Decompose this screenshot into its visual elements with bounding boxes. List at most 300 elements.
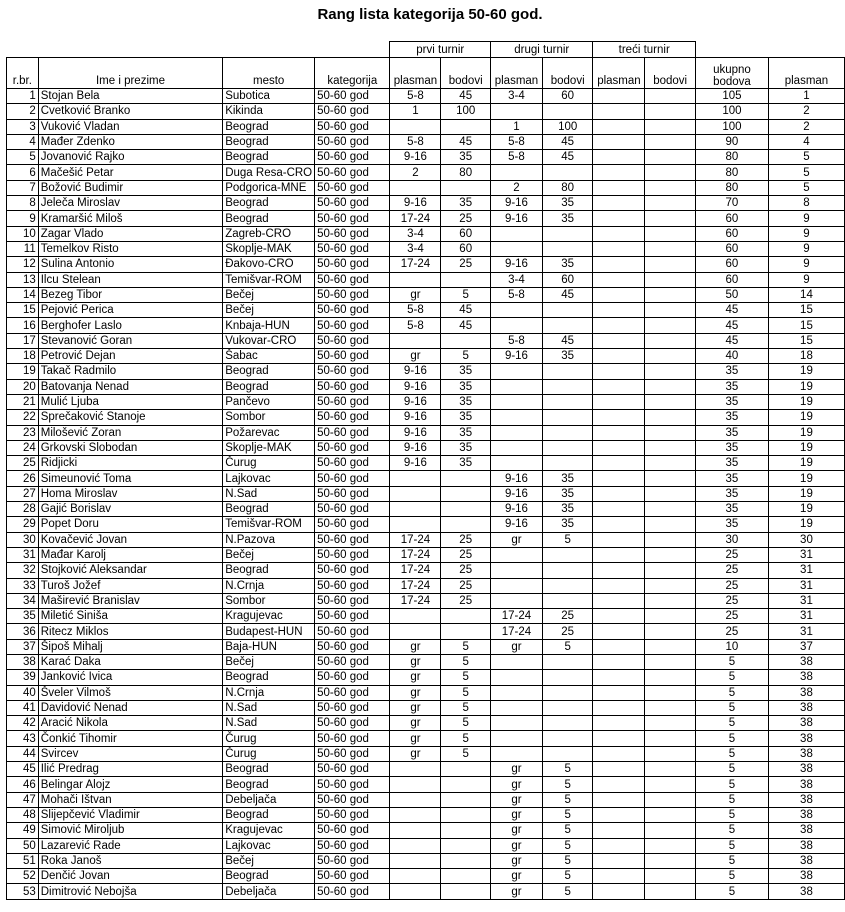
cell-city: N.Sad <box>223 486 315 501</box>
cell-name: Kramaršić Miloš <box>38 211 222 226</box>
cell-rbr: 3 <box>7 119 39 134</box>
cell-bodovi-3 <box>645 425 696 440</box>
table-row <box>7 700 845 715</box>
cell-bodovi-2 <box>542 731 593 746</box>
cell-plasman-3 <box>593 364 645 379</box>
cell-city: Zagreb-CRO <box>223 226 315 241</box>
cell-bodovi-2 <box>542 226 593 241</box>
cell-name: Janković Ivica <box>38 670 222 685</box>
cell-rbr: 14 <box>7 287 39 302</box>
cell-city: Skoplje-MAK <box>223 440 315 455</box>
table-row <box>7 731 845 746</box>
group-header-first: prvi turnir <box>390 42 491 58</box>
cell-final-rank: 38 <box>768 869 844 884</box>
cell-bodovi-1 <box>441 486 491 501</box>
table-row <box>7 394 845 409</box>
table-row <box>7 486 845 501</box>
table-row <box>7 226 845 241</box>
cell-rbr: 42 <box>7 716 39 731</box>
cell-bodovi-1: 5 <box>441 731 491 746</box>
cell-category: 50-60 god <box>315 364 390 379</box>
cell-plasman-1: gr <box>390 670 441 685</box>
cell-name: Ilcu Stelean <box>38 272 222 287</box>
cell-category: 50-60 god <box>315 716 390 731</box>
cell-bodovi-3 <box>645 349 696 364</box>
cell-name: Grkovski Slobodan <box>38 440 222 455</box>
cell-rbr: 4 <box>7 134 39 149</box>
cell-city: Pančevo <box>223 394 315 409</box>
table-row <box>7 303 845 318</box>
cell-category: 50-60 god <box>315 486 390 501</box>
cell-city: N.Sad <box>223 700 315 715</box>
table-row <box>7 333 845 348</box>
cell-name: Belingar Alojz <box>38 777 222 792</box>
cell-bodovi-2: 35 <box>542 257 593 272</box>
cell-plasman-1: 17-24 <box>390 578 441 593</box>
cell-final-rank: 2 <box>768 104 844 119</box>
table-row <box>7 547 845 562</box>
header-plasman-2: plasman <box>491 58 543 89</box>
cell-bodovi-2 <box>542 716 593 731</box>
cell-bodovi-3 <box>645 609 696 624</box>
cell-name: Kovačević Jovan <box>38 532 222 547</box>
cell-category: 50-60 god <box>315 303 390 318</box>
cell-bodovi-2: 5 <box>542 532 593 547</box>
cell-total: 5 <box>695 700 768 715</box>
cell-bodovi-3 <box>645 731 696 746</box>
cell-bodovi-1 <box>441 869 491 884</box>
cell-bodovi-2 <box>542 410 593 425</box>
cell-bodovi-2: 45 <box>542 287 593 302</box>
cell-bodovi-1 <box>441 838 491 853</box>
cell-category: 50-60 god <box>315 746 390 761</box>
cell-final-rank: 38 <box>768 746 844 761</box>
cell-name: Mađer Zdenko <box>38 134 222 149</box>
cell-plasman-1: 5-8 <box>390 318 441 333</box>
cell-final-rank: 5 <box>768 150 844 165</box>
cell-total: 35 <box>695 440 768 455</box>
cell-bodovi-1: 45 <box>441 318 491 333</box>
cell-plasman-2: gr <box>491 639 543 654</box>
cell-city: Skoplje-MAK <box>223 241 315 256</box>
cell-bodovi-1: 5 <box>441 685 491 700</box>
group-header-third: treći turnir <box>593 42 695 58</box>
cell-plasman-2: 9-16 <box>491 211 543 226</box>
cell-bodovi-3 <box>645 364 696 379</box>
cell-plasman-2: 9-16 <box>491 502 543 517</box>
cell-bodovi-3 <box>645 303 696 318</box>
cell-bodovi-1 <box>441 823 491 838</box>
cell-final-rank: 9 <box>768 211 844 226</box>
cell-bodovi-2: 45 <box>542 333 593 348</box>
cell-bodovi-2: 5 <box>542 777 593 792</box>
cell-category: 50-60 god <box>315 410 390 425</box>
cell-rbr: 5 <box>7 150 39 165</box>
table-row <box>7 838 845 853</box>
cell-plasman-1: 17-24 <box>390 257 441 272</box>
cell-final-rank: 30 <box>768 532 844 547</box>
cell-plasman-1: 2 <box>390 165 441 180</box>
cell-plasman-3 <box>593 241 645 256</box>
cell-category: 50-60 god <box>315 517 390 532</box>
table-row <box>7 578 845 593</box>
cell-category: 50-60 god <box>315 349 390 364</box>
cell-plasman-2 <box>491 226 543 241</box>
cell-plasman-2: 9-16 <box>491 486 543 501</box>
cell-plasman-2 <box>491 241 543 256</box>
cell-city: Kragujevac <box>223 823 315 838</box>
cell-bodovi-1: 45 <box>441 303 491 318</box>
cell-bodovi-2: 35 <box>542 502 593 517</box>
cell-total: 60 <box>695 226 768 241</box>
cell-city: Temišvar-ROM <box>223 272 315 287</box>
cell-plasman-3 <box>593 746 645 761</box>
table-row <box>7 517 845 532</box>
cell-final-rank: 19 <box>768 425 844 440</box>
cell-rbr: 9 <box>7 211 39 226</box>
cell-final-rank: 19 <box>768 364 844 379</box>
table-row <box>7 823 845 838</box>
cell-bodovi-2: 5 <box>542 762 593 777</box>
cell-rbr: 27 <box>7 486 39 501</box>
cell-final-rank: 38 <box>768 670 844 685</box>
cell-rbr: 35 <box>7 609 39 624</box>
cell-rbr: 12 <box>7 257 39 272</box>
cell-rbr: 26 <box>7 471 39 486</box>
cell-category: 50-60 god <box>315 670 390 685</box>
cell-rbr: 25 <box>7 456 39 471</box>
cell-plasman-2: gr <box>491 869 543 884</box>
cell-plasman-3 <box>593 853 645 868</box>
table-row <box>7 869 845 884</box>
cell-rbr: 34 <box>7 593 39 608</box>
cell-total: 35 <box>695 456 768 471</box>
cell-plasman-1 <box>390 333 441 348</box>
cell-city: Beograd <box>223 502 315 517</box>
cell-rbr: 20 <box>7 379 39 394</box>
cell-plasman-1: 17-24 <box>390 593 441 608</box>
cell-bodovi-3 <box>645 807 696 822</box>
cell-category: 50-60 god <box>315 119 390 134</box>
cell-plasman-1 <box>390 486 441 501</box>
table-row <box>7 364 845 379</box>
cell-category: 50-60 god <box>315 762 390 777</box>
page-title: Rang lista kategorija 50-60 god. <box>317 6 543 23</box>
cell-plasman-2 <box>491 425 543 440</box>
cell-bodovi-3 <box>645 517 696 532</box>
cell-rbr: 49 <box>7 823 39 838</box>
cell-final-rank: 31 <box>768 609 844 624</box>
cell-rbr: 36 <box>7 624 39 639</box>
cell-total: 35 <box>695 517 768 532</box>
cell-bodovi-1 <box>441 884 491 899</box>
cell-name: Stojković Aleksandar <box>38 563 222 578</box>
cell-plasman-1: 9-16 <box>390 456 441 471</box>
cell-final-rank: 9 <box>768 272 844 287</box>
cell-total: 45 <box>695 303 768 318</box>
cell-category: 50-60 god <box>315 532 390 547</box>
cell-bodovi-3 <box>645 104 696 119</box>
table-row <box>7 410 845 425</box>
cell-plasman-2 <box>491 410 543 425</box>
cell-rbr: 52 <box>7 869 39 884</box>
cell-bodovi-1 <box>441 180 491 195</box>
cell-city: Beograd <box>223 762 315 777</box>
cell-final-rank: 37 <box>768 639 844 654</box>
cell-plasman-3 <box>593 609 645 624</box>
cell-rbr: 48 <box>7 807 39 822</box>
cell-plasman-1: 9-16 <box>390 440 441 455</box>
cell-plasman-3 <box>593 456 645 471</box>
cell-final-rank: 19 <box>768 471 844 486</box>
cell-plasman-3 <box>593 823 645 838</box>
cell-rbr: 31 <box>7 547 39 562</box>
cell-name: Maširević Branislav <box>38 593 222 608</box>
table-row <box>7 89 845 104</box>
cell-total: 25 <box>695 563 768 578</box>
cell-category: 50-60 god <box>315 287 390 302</box>
cell-total: 5 <box>695 731 768 746</box>
cell-category: 50-60 god <box>315 654 390 669</box>
cell-name: Dimitrović Nebojša <box>38 884 222 899</box>
cell-plasman-3 <box>593 869 645 884</box>
cell-name: Mađar Karolj <box>38 547 222 562</box>
cell-total: 35 <box>695 379 768 394</box>
cell-plasman-2: gr <box>491 792 543 807</box>
cell-city: Bečej <box>223 547 315 562</box>
cell-name: Popet Doru <box>38 517 222 532</box>
cell-category: 50-60 god <box>315 394 390 409</box>
cell-bodovi-3 <box>645 180 696 195</box>
cell-category: 50-60 god <box>315 578 390 593</box>
cell-plasman-1: 9-16 <box>390 410 441 425</box>
cell-total: 90 <box>695 134 768 149</box>
cell-name: Božović Budimir <box>38 180 222 195</box>
header-plasman-3: plasman <box>593 58 645 89</box>
cell-final-rank: 38 <box>768 838 844 853</box>
cell-bodovi-1: 35 <box>441 440 491 455</box>
cell-city: Beograd <box>223 563 315 578</box>
cell-total: 105 <box>695 89 768 104</box>
cell-final-rank: 38 <box>768 700 844 715</box>
cell-bodovi-1: 35 <box>441 394 491 409</box>
cell-bodovi-3 <box>645 884 696 899</box>
cell-final-rank: 2 <box>768 119 844 134</box>
cell-category: 50-60 god <box>315 777 390 792</box>
cell-final-rank: 38 <box>768 777 844 792</box>
cell-name: Aracić Nikola <box>38 716 222 731</box>
cell-total: 30 <box>695 532 768 547</box>
blank-cell <box>7 42 390 58</box>
cell-city: N.Crnja <box>223 578 315 593</box>
header-total-line2: bodova <box>713 76 751 88</box>
cell-rbr: 10 <box>7 226 39 241</box>
cell-name: Stojan Bela <box>38 89 222 104</box>
cell-city: Vukovar-CRO <box>223 333 315 348</box>
cell-name: Simeunović Toma <box>38 471 222 486</box>
cell-bodovi-2 <box>542 685 593 700</box>
cell-bodovi-3 <box>645 746 696 761</box>
cell-plasman-1: 9-16 <box>390 379 441 394</box>
cell-final-rank: 19 <box>768 440 844 455</box>
cell-bodovi-1: 25 <box>441 257 491 272</box>
table-row <box>7 349 845 364</box>
table-row <box>7 104 845 119</box>
cell-plasman-3 <box>593 578 645 593</box>
cell-bodovi-2: 5 <box>542 807 593 822</box>
cell-name: Bezeg Tibor <box>38 287 222 302</box>
cell-category: 50-60 god <box>315 257 390 272</box>
cell-bodovi-3 <box>645 563 696 578</box>
cell-name: Mohači Ištvan <box>38 792 222 807</box>
cell-bodovi-1 <box>441 777 491 792</box>
cell-plasman-1: gr <box>390 654 441 669</box>
cell-bodovi-3 <box>645 869 696 884</box>
cell-city: Lajkovac <box>223 838 315 853</box>
cell-bodovi-1 <box>441 502 491 517</box>
cell-bodovi-1 <box>441 807 491 822</box>
cell-bodovi-1: 35 <box>441 150 491 165</box>
cell-plasman-1: 3-4 <box>390 226 441 241</box>
cell-bodovi-2: 35 <box>542 517 593 532</box>
cell-bodovi-2 <box>542 746 593 761</box>
cell-plasman-1 <box>390 180 441 195</box>
cell-plasman-1: 9-16 <box>390 150 441 165</box>
cell-name: Roka Janoš <box>38 853 222 868</box>
cell-final-rank: 19 <box>768 486 844 501</box>
cell-category: 50-60 god <box>315 731 390 746</box>
cell-plasman-2 <box>491 685 543 700</box>
cell-category: 50-60 god <box>315 685 390 700</box>
cell-plasman-2: gr <box>491 853 543 868</box>
cell-rbr: 30 <box>7 532 39 547</box>
cell-final-rank: 19 <box>768 517 844 532</box>
table-row <box>7 593 845 608</box>
cell-total: 35 <box>695 410 768 425</box>
cell-city: Debeljača <box>223 792 315 807</box>
cell-bodovi-2 <box>542 303 593 318</box>
table-row <box>7 639 845 654</box>
cell-total: 5 <box>695 807 768 822</box>
table-row <box>7 654 845 669</box>
cell-category: 50-60 god <box>315 211 390 226</box>
cell-total: 60 <box>695 241 768 256</box>
cell-final-rank: 19 <box>768 394 844 409</box>
cell-city: Bečej <box>223 287 315 302</box>
cell-bodovi-2 <box>542 425 593 440</box>
cell-final-rank: 18 <box>768 349 844 364</box>
cell-total: 45 <box>695 318 768 333</box>
cell-category: 50-60 god <box>315 272 390 287</box>
table-row <box>7 150 845 165</box>
cell-plasman-3 <box>593 89 645 104</box>
cell-plasman-3 <box>593 272 645 287</box>
cell-total: 40 <box>695 349 768 364</box>
cell-bodovi-3 <box>645 593 696 608</box>
cell-plasman-3 <box>593 211 645 226</box>
cell-bodovi-2: 80 <box>542 180 593 195</box>
table-row <box>7 165 845 180</box>
cell-rbr: 2 <box>7 104 39 119</box>
header-bodovi-1: bodovi <box>441 58 491 89</box>
cell-plasman-1: 3-4 <box>390 241 441 256</box>
table-row <box>7 211 845 226</box>
cell-bodovi-2 <box>542 456 593 471</box>
table-row <box>7 134 845 149</box>
cell-plasman-2 <box>491 746 543 761</box>
cell-plasman-1: 9-16 <box>390 196 441 211</box>
cell-name: Simović Miroljub <box>38 823 222 838</box>
group-header-second: drugi turnir <box>491 42 593 58</box>
cell-final-rank: 9 <box>768 257 844 272</box>
cell-rbr: 24 <box>7 440 39 455</box>
cell-plasman-2: gr <box>491 884 543 899</box>
table-row <box>7 716 845 731</box>
cell-city: N.Sad <box>223 716 315 731</box>
cell-bodovi-3 <box>645 486 696 501</box>
cell-plasman-3 <box>593 685 645 700</box>
cell-bodovi-3 <box>645 532 696 547</box>
cell-bodovi-3 <box>645 333 696 348</box>
cell-plasman-3 <box>593 792 645 807</box>
cell-bodovi-3 <box>645 823 696 838</box>
cell-plasman-3 <box>593 563 645 578</box>
table-row <box>7 502 845 517</box>
cell-plasman-3 <box>593 532 645 547</box>
cell-total: 70 <box>695 196 768 211</box>
cell-rbr: 28 <box>7 502 39 517</box>
cell-bodovi-2 <box>542 593 593 608</box>
cell-category: 50-60 god <box>315 792 390 807</box>
cell-bodovi-3 <box>645 700 696 715</box>
header-plasman-1: plasman <box>390 58 441 89</box>
cell-total: 5 <box>695 823 768 838</box>
cell-total: 80 <box>695 180 768 195</box>
cell-city: Budapest-HUN <box>223 624 315 639</box>
cell-plasman-3 <box>593 777 645 792</box>
table-row <box>7 318 845 333</box>
cell-final-rank: 14 <box>768 287 844 302</box>
cell-plasman-1 <box>390 853 441 868</box>
cell-bodovi-2 <box>542 104 593 119</box>
cell-city: Čurug <box>223 456 315 471</box>
cell-plasman-1 <box>390 272 441 287</box>
cell-bodovi-2: 35 <box>542 211 593 226</box>
cell-rbr: 6 <box>7 165 39 180</box>
cell-bodovi-3 <box>645 471 696 486</box>
cell-bodovi-3 <box>645 165 696 180</box>
cell-rbr: 19 <box>7 364 39 379</box>
cell-plasman-3 <box>593 670 645 685</box>
cell-final-rank: 31 <box>768 563 844 578</box>
cell-city: Požarevac <box>223 425 315 440</box>
cell-plasman-1 <box>390 838 441 853</box>
cell-plasman-3 <box>593 517 645 532</box>
cell-bodovi-1: 25 <box>441 211 491 226</box>
cell-plasman-1: gr <box>390 639 441 654</box>
cell-plasman-1 <box>390 869 441 884</box>
cell-bodovi-2 <box>542 165 593 180</box>
cell-bodovi-1 <box>441 272 491 287</box>
cell-city: Beograd <box>223 807 315 822</box>
cell-category: 50-60 god <box>315 639 390 654</box>
cell-bodovi-3 <box>645 89 696 104</box>
cell-plasman-1: 5-8 <box>390 134 441 149</box>
cell-plasman-1 <box>390 777 441 792</box>
cell-plasman-1: 9-16 <box>390 394 441 409</box>
cell-plasman-3 <box>593 807 645 822</box>
cell-rbr: 21 <box>7 394 39 409</box>
